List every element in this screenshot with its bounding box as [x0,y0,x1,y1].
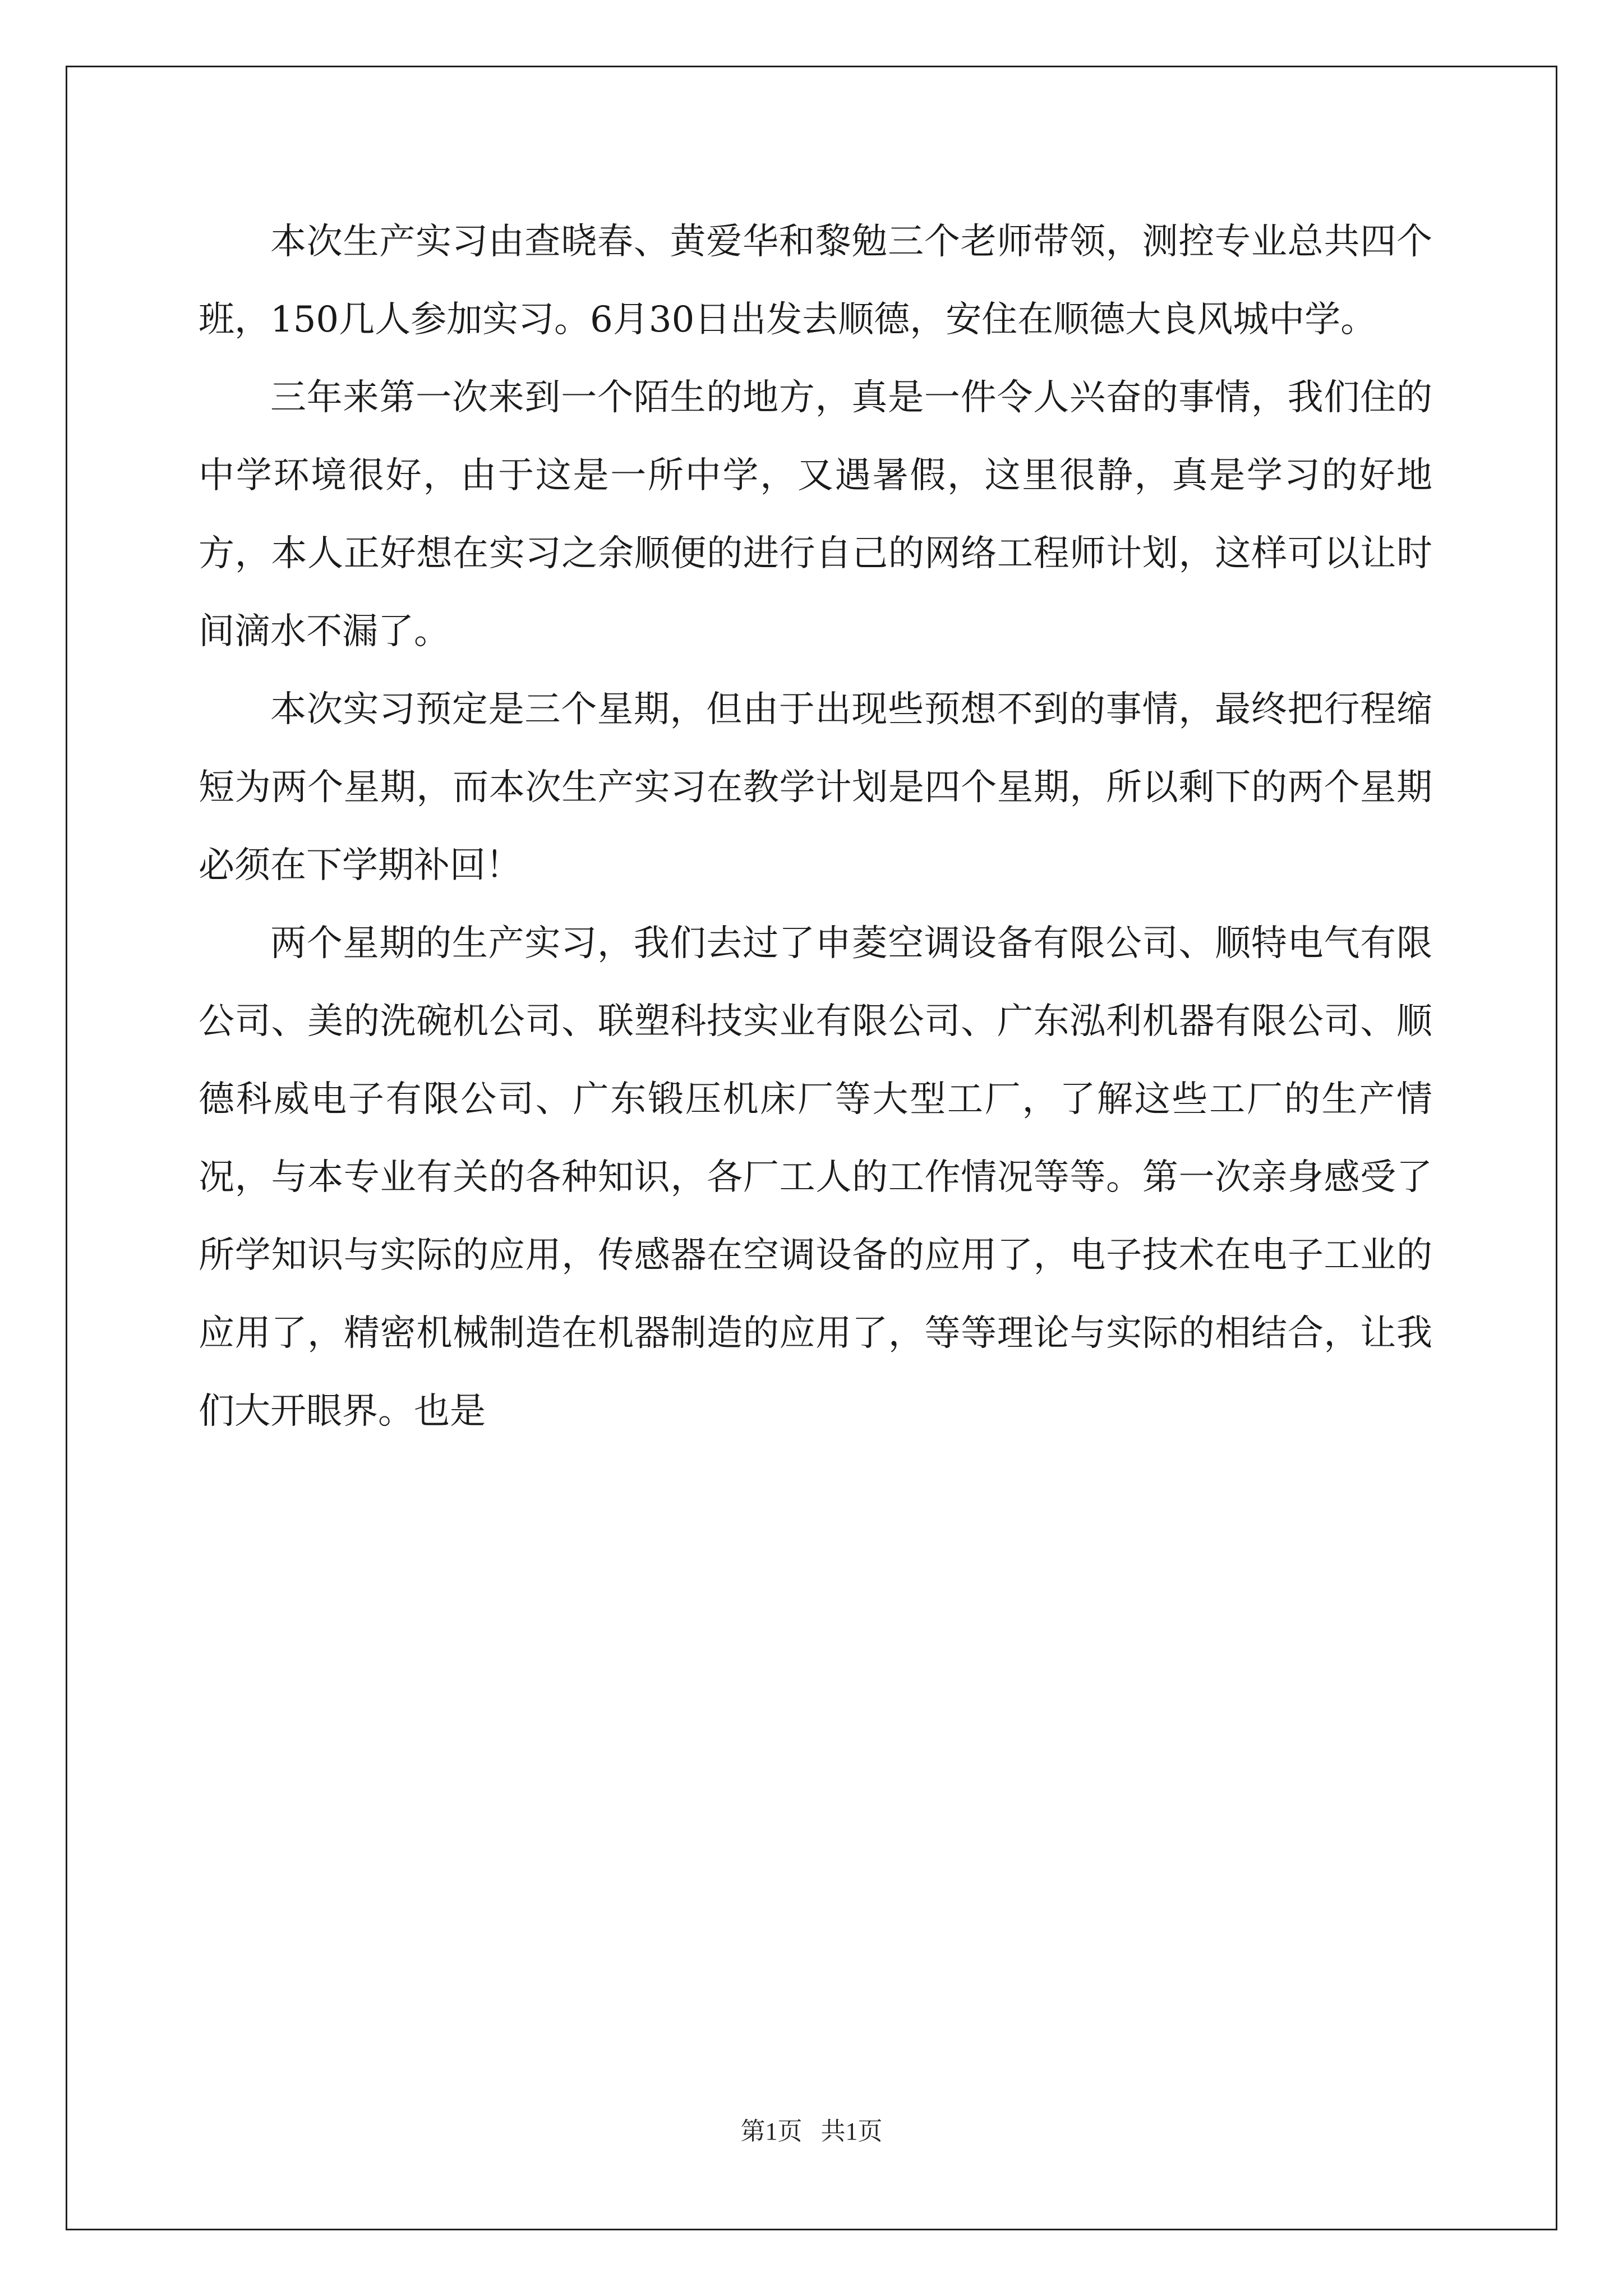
document-body [199,203,1432,1451]
paragraph-4: 两个星期的生产实习，我们去过了申菱空调设备有限公司、顺特电气有限公司、美的洗碗机公司、联塑科技实业有限公司、广东泓利机器有限公司、顺德科威电子有限公司、广东锻压机床厂等大型工厂，了解这些工厂的生产情况，与本专业有关的各种知识，各厂工人的工作情况等等。第一次亲身感受了所学知识与实际的应用，传感器在空调设备的应用了，电子技术在电子工业的应用了，精密机械制造在机器制造的应用了，等等理论与实际的相结合，让我们大开眼界。也是 [199,923,1432,1432]
paragraph-1: 本次生产实习由查晓春、黄爱华和黎勉三个老师带领，测控专业总共四个班，150几人参加实习。6月30日出发去顺德，安住在顺德大良风城中学。 [199,221,1432,341]
paragraph-2: 三年来第一次来到一个陌生的地方，真是一件令人兴奋的事情，我们住的中学环境很好，由于这是一所中学，又遇暑假，这里很静，真是学习的好地方，本人正好想在实习之余顺便的进行自己的网络工程师计划，这样可以让时间滴水不漏了。 [199,377,1432,652]
paragraph-3: 本次实习预定是三个星期，但由于出现些预想不到的事情，最终把行程缩短为两个星期，而本次生产实习在教学计划是四个星期，所以剩下的两个星期必须在下学期补回！ [199,689,1432,886]
page-number-footer: 第1页 共1页 [740,2118,883,2145]
